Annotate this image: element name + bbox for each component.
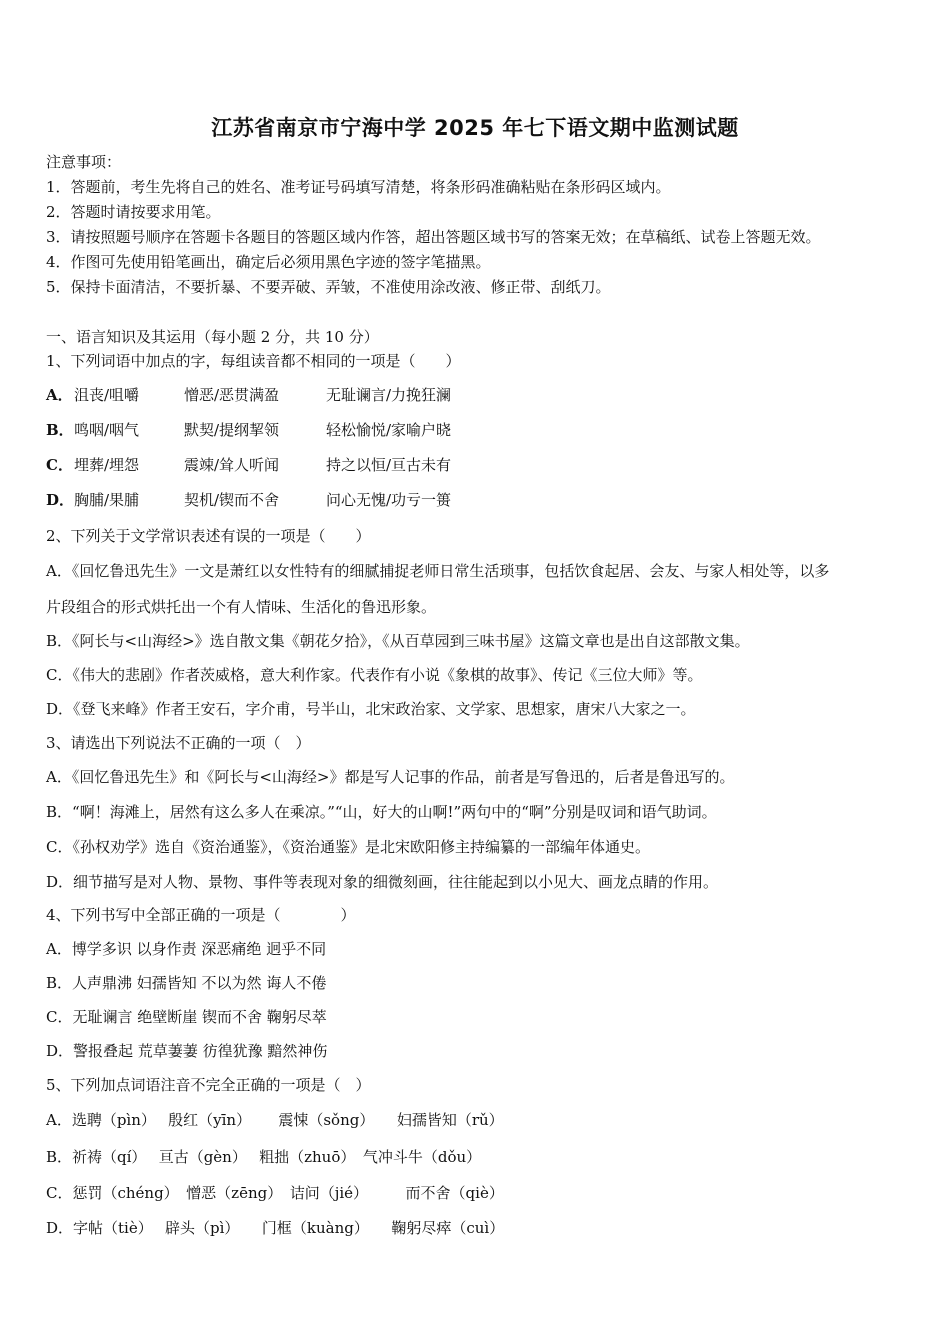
option-group: 轻松愉悦/家喻户晓 xyxy=(326,421,452,439)
q1-option-a xyxy=(46,385,920,405)
option-group: 默契/提纲挈领 xyxy=(184,421,280,439)
q3-option-a: A．《回忆鲁迅先生》和《阿长与<山海经>》都是写人记事的作品，前者是写鲁迅的，后者是鲁迅写的。 xyxy=(46,768,735,786)
question-5-stem: 5、下列加点词语注音不完全正确的一项是（ ） xyxy=(46,1076,371,1094)
question-2-stem: 2、下列关于文学常识表述有误的一项是（ ） xyxy=(46,527,371,545)
option-label: A． xyxy=(46,386,73,404)
option-label: B． xyxy=(46,421,74,439)
option-group: 胸脯/果脯 xyxy=(74,491,140,509)
notice-item: 5．保持卡面清洁，不要折暴、不要弄破、弄皱，不准使用涂改液、修正带、刮纸刀。 xyxy=(46,278,611,296)
section-heading: 一、语言知识及其运用（每小题 2 分，共 10 分） xyxy=(46,328,379,346)
q5-option-a: A．选聘（pìn） 殷红（yīn） 震悚（sǒng） 妇孺皆知（rǔ） xyxy=(46,1111,504,1129)
q5-option-b: B．祈祷（qí） 亘古（gèn） 粗拙（zhuō） 气冲斗牛（dǒu） xyxy=(46,1148,482,1166)
q2-option-a-continued: 片段组合的形式烘托出一个有人情味、生活化的鲁迅形象。 xyxy=(46,598,437,616)
notice-item: 1．答题前，考生先将自己的姓名、准考证号码填写清楚，将条形码准确粘贴在条形码区域内。 xyxy=(46,178,671,196)
option-group: 契机/锲而不舍 xyxy=(184,491,280,509)
notice-item: 2．答题时请按要求用笔。 xyxy=(46,203,221,221)
option-label: C． xyxy=(46,456,73,474)
q4-option-b: B．人声鼎沸 妇孺皆知 不以为然 诲人不倦 xyxy=(46,974,327,992)
question-4-stem: 4、下列书写中全部正确的一项是（ ） xyxy=(46,906,356,924)
q5-option-d: D．字帖（tiè） 辟头（pì） 门框（kuàng） 鞠躬尽瘁（cuì） xyxy=(46,1219,505,1237)
q4-option-c: C．无耻谰言 绝壁断崖 锲而不舍 鞠躬尽萃 xyxy=(46,1008,327,1026)
q2-option-a: A．《回忆鲁迅先生》一文是萧红以女性特有的细腻捕捉老师日常生活琐事，包括饮食起居、会友、与家人相处等，以多 xyxy=(46,562,830,580)
page-title: 江苏省南京市宁海中学 2025 年七下语文期中监测试题 xyxy=(211,116,739,140)
option-group: 沮丧/咀嚼 xyxy=(74,386,140,404)
q2-option-b: B．《阿长与<山海经>》选自散文集《朝花夕拾》，《从百草园到三味书屋》这篇文章也是出自这部散文集。 xyxy=(46,632,750,650)
q3-option-b: B．“啊！海滩上，居然有这么多人在乘凉。”“山，好大的山啊!”两句中的“啊”分别是叹词和语气助词。 xyxy=(46,803,717,821)
q5-option-c: C．惩罚（chéng） 憎恶（zēng） 诘问（jié） 而不舍（qiè） xyxy=(46,1184,504,1202)
option-group: 问心无愧/功亏一篑 xyxy=(326,491,452,509)
question-1-stem: 1、下列词语中加点的字，每组读音都不相同的一项是（ ） xyxy=(46,352,461,370)
q1-option-c xyxy=(46,455,920,475)
option-group: 憎恶/恶贯满盈 xyxy=(184,386,280,404)
option-group: 无耻谰言/力挽狂澜 xyxy=(326,386,452,404)
option-group: 持之以恒/亘古未有 xyxy=(326,456,452,474)
q3-option-c: C．《孙权劝学》选自《资治通鉴》，《资治通鉴》是北宋欧阳修主持编纂的一部编年体通史。 xyxy=(46,838,650,856)
option-group: 埋葬/埋怨 xyxy=(74,456,140,474)
q1-option-b xyxy=(46,420,920,440)
notice-item: 4．作图可先使用铅笔画出，确定后必须用黑色字迹的签字笔描黑。 xyxy=(46,253,491,271)
q1-option-d xyxy=(46,490,920,510)
q2-option-c: C．《伟大的悲剧》作者茨威格，意大利作家。代表作有小说《象棋的故事》、传记《三位大师》等。 xyxy=(46,666,703,684)
option-group: 鸣咽/咽气 xyxy=(74,421,140,439)
notice-heading: 注意事项： xyxy=(46,153,122,171)
q2-option-d: D．《登飞来峰》作者王安石，字介甫，号半山，北宋政治家、文学家、思想家，唐宋八大家之一。 xyxy=(46,700,696,718)
question-3-stem: 3、请选出下列说法不正确的一项（ ） xyxy=(46,734,311,752)
q4-option-d: D．警报叠起 荒草萋萋 彷徨犹豫 黯然神伤 xyxy=(46,1042,328,1060)
option-label: D． xyxy=(46,491,75,509)
q4-option-a: A．博学多识 以身作责 深恶痛绝 迥乎不同 xyxy=(46,940,327,958)
notice-item: 3．请按照题号顺序在答题卡各题目的答题区域内作答，超出答题区域书写的答案无效；在草稿纸、试卷上答题无效。 xyxy=(46,228,821,246)
q3-option-d: D．细节描写是对人物、景物、事件等表现对象的细微刻画，往往能起到以小见大、画龙点睛的作用。 xyxy=(46,873,719,891)
option-group: 震竦/耸人听闻 xyxy=(184,456,280,474)
